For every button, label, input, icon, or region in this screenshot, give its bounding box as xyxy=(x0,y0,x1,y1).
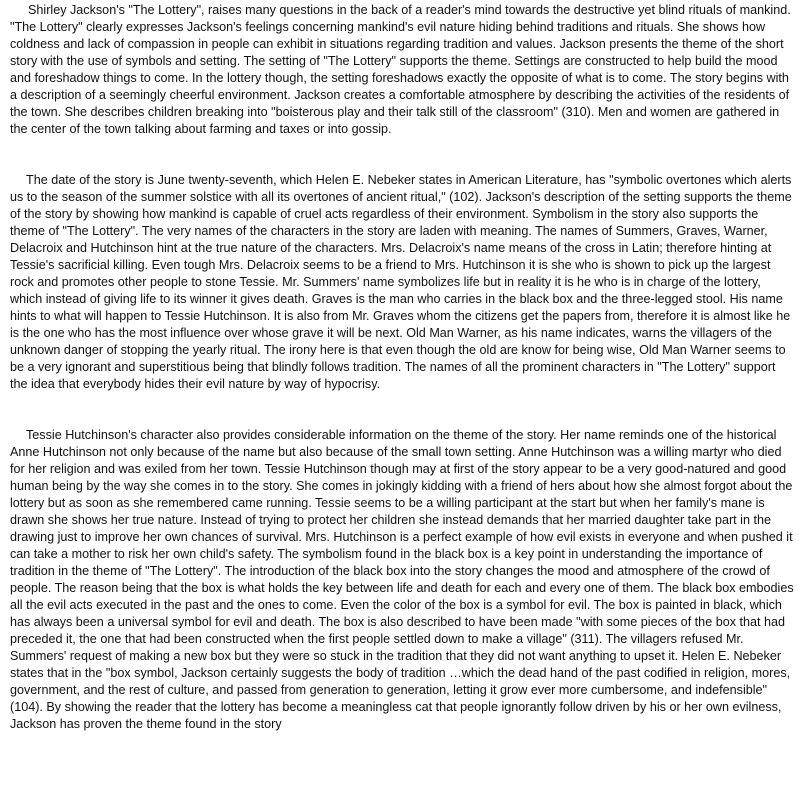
essay-paragraph-3: Tessie Hutchinson's character also provides considerable information on the theme of the story. Her name reminds one of the historical Anne Hutchinson not only because of the name but also because of the small town setting. Anne Hutchinson was a willing martyr who died for her religion and was exiled from her town. Tessie Hutchinson though may at first of the story appear to be a very good-natured and good human being by the way she comes in to the story. She comes in jokingly kidding with a friend of hers about how she almost forgot about the lottery but as soon as she remembered came running. Tessie seems to be a willing participant at the start but when her family's mane is drawn she shows her true nature. Instead of trying to protect her children she instead demands that her married daughter take part in the drawing just to improve her own chances of survival. Mrs. Hutchinson is a perfect example of how evil exists in everyone and when pushed it can take a mother to risk her own child's safety. The symbolism found in the black box is a key point in understanding the importance of tradition in the theme of "The Lottery". The introduction of the black box into the story changes the mood and atmosphere of the crowd of people. The reason being that the box is what holds the key between life and death for each and every one of them. The black box embodies all the evil acts executed in the past and the ones to come. Even the color of the box is a symbol for evil. The box is painted in black, which has always been a universal symbol for evil and death. The box is also described to have been made "with some pieces of the box that had preceded it, the one that had been constructed when the first people settled down to make a village" (311). The villagers refused Mr. Summers' request of making a new box but they were so stuck in the tradition that they did not want anything to upset it. Helen E. Nebeker states that in the "box symbol, Jackson certainly suggests the body of tradition …which the dead hand of the past codified in religion, mores, government, and the rest of culture, and passed from generation to generation, letting it grow ever more cumbersome, and indefensible" (104). By showing the reader that the lottery has become a meaningless cat that people ignorantly follow driven by his or her own evilness, Jackson has proven the theme found in the story xyxy=(10,428,794,731)
paragraph-spacer xyxy=(10,393,794,427)
essay-paragraph-2: The date of the story is June twenty-seventh, which Helen E. Nebeker states in American Literature, has "symbolic overtones which alerts us to the season of the summer solstice with all its overtones of ancient ritual," (102). Jackson's description of the setting supports the theme of the story by showing how mankind is capable of cruel acts regardless of their environment. Symbolism in the story also supports the theme of "The Lottery". The very names of the characters in the story are laden with meaning. The names of Summers, Graves, Warner, Delacroix and Hutchinson hint at the true nature of the characters. Mrs. Delacroix's name means of the cross in Latin; therefore hinting at Tessie's sacrificial killing. Even tough Mrs. Delacroix seems to be a friend to Mrs. Hutchinson it is she who is shown to pick up the largest rock and promotes other people to stone Tessie. Mr. Summers' name symbolizes life but in reality it is he who is in charge of the lottery, which instead of giving life to its winner it gives death. Graves is the man who carries in the black box and the three-legged stool. His name hints to what will happen to Tessie Hutchinson. It is also from Mr. Graves whom the citizens get the papers from, therefore it is almost like he is the one who has the most influence over whose grave it will be next. Old Man Warner, as his name indicates, warns the villagers of the unknown danger of stopping the yearly ritual. The irony here is that even though the old are know for being wise, Old Man Warner seems to be a very ignorant and superstitious being that blindly follows tradition. The names of all the prominent characters in "The Lottery" support the idea that everybody hides their evil nature by way of hypocrisy. xyxy=(10,173,792,391)
paragraph-spacer xyxy=(10,138,794,172)
essay-paragraph-1: Shirley Jackson's "The Lottery", raises many questions in the back of a reader's mind towards the destructive yet blind rituals of mankind. "The Lottery" clearly expresses Jackson's feelings concerning mankind's evil nature hiding behind traditions and rituals. She shows how coldness and lack of compassion in people can exhibit in situations regarding tradition and values. Jackson presents the theme of the short story with the use of symbols and setting. The setting of "The Lottery" supports the theme. Settings are constructed to help build the mood and foreshadow things to come. In the lottery though, the setting foreshadows exactly the opposite of what is to come. The story begins with a description of a seemingly cheerful environment. Jackson creates a comfortable atmosphere by describing the activities of the residents of the town. She describes children breaking into "boisterous play and their talk still of the classroom" (310). Men and women are gathered in the center of the town talking about farming and taxes or into gossip. xyxy=(10,3,791,136)
essay-body xyxy=(10,2,794,733)
